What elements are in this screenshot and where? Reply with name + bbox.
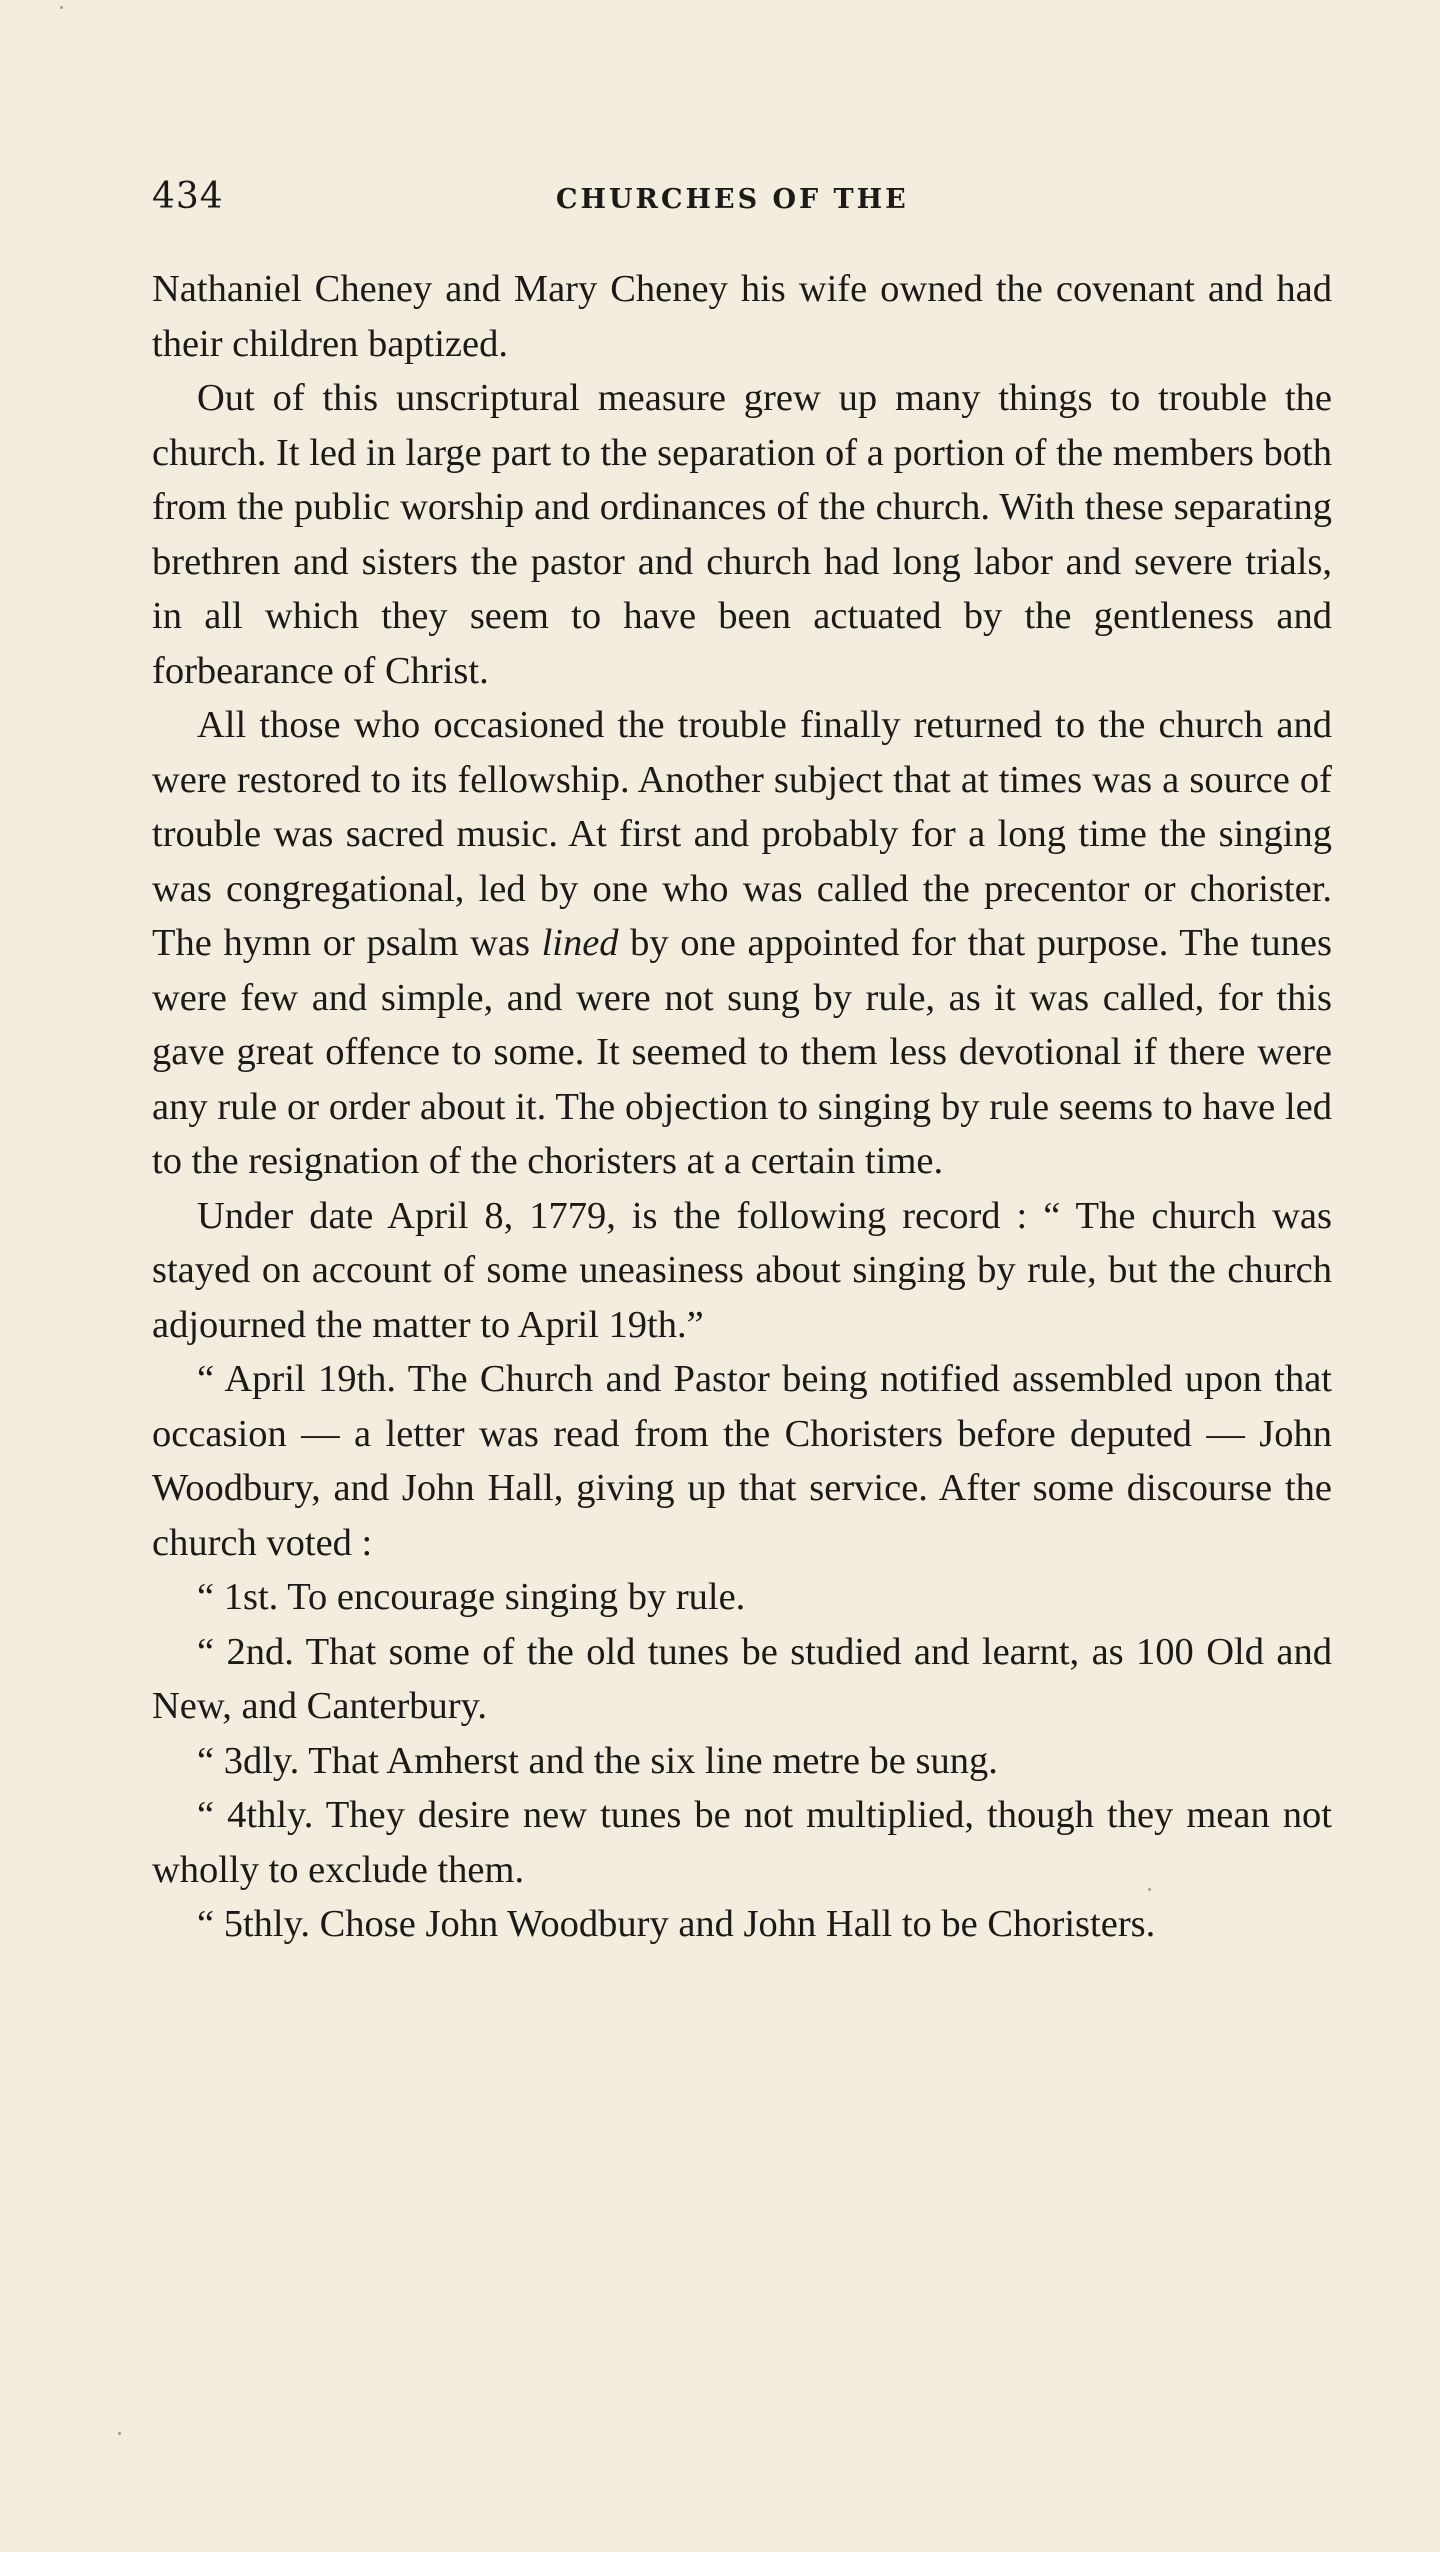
paper-speck (118, 2432, 121, 2435)
running-head (152, 176, 1332, 220)
vote-item-1st: “ 1st. To encourage singing by rule. (197, 1576, 746, 1618)
italic-word-lined: lined (541, 922, 619, 964)
paragraph-cheney-covenant: Nathaniel Cheney and Mary Cheney his wife owned the covenant and had their children baptized. (152, 268, 1332, 365)
page-number: 434 (152, 176, 224, 217)
vote-item-3dly: “ 3dly. That Amherst and the six line metre be sung. (197, 1739, 998, 1782)
paragraph-april-19: “ April 19th. The Church and Pastor being notified assembled upon that occasion — a letter was read from the Choristers before deputed — John Woodbury, and John Hall, giving up that service. After some discourse the church voted : (152, 1358, 1332, 1564)
body-text (152, 262, 1332, 1952)
paper-speck (1148, 1888, 1151, 1891)
paragraph-april-8-record: Under date April 8, 1779, is the following record : “ The church was stayed on account of some uneasiness about singing by rule, but the church adjourned the matter to April 19th.” (152, 1194, 1332, 1346)
paragraph-sacred-music (152, 698, 1332, 1189)
vote-item-5thly: “ 5thly. Chose John Woodbury and John Hall to be Choristers. (197, 1903, 1156, 1945)
paragraph-sacred-music-part1: All those who occasioned the trouble finally returned to the church and were restored to its fellowship. Another subject that at times was a source of trouble was sacred music. At first and probably for a long time the singing was congregational, led by one who was called the precentor or chorister. The hymn or psalm was (152, 704, 1332, 964)
paragraph-unscriptural-measure: Out of this unscriptural measure grew up many things to trouble the church. It led in large part to the separation of a portion of the members both from the public worship and ordinances of the church. With these separating brethren and sisters the pastor and church had long labor and severe trials, in all which they seem to have been actuated by the gentleness and forbearance of Christ. (152, 377, 1332, 692)
paper-speck (60, 6, 63, 9)
running-title: CHURCHES OF THE (556, 184, 909, 215)
vote-item-4thly: “ 4thly. They desire new tunes be not multiplied, though they mean not wholly to exclude them. (152, 1794, 1332, 1891)
vote-item-2nd: “ 2nd. That some of the old tunes be studied and learnt, as 100 Old and New, and Canterbury. (152, 1630, 1332, 1727)
paragraph-sacred-music-part2: by one appointed for that purpose. The tunes were few and simple, and were not sung by rule, as it was called, for this gave great offence to some. It seemed to them less devotional if there were any rule or order about it. The objection to singing by rule seems to have led to the resignation of the choristers at a certain time. (152, 922, 1332, 1182)
